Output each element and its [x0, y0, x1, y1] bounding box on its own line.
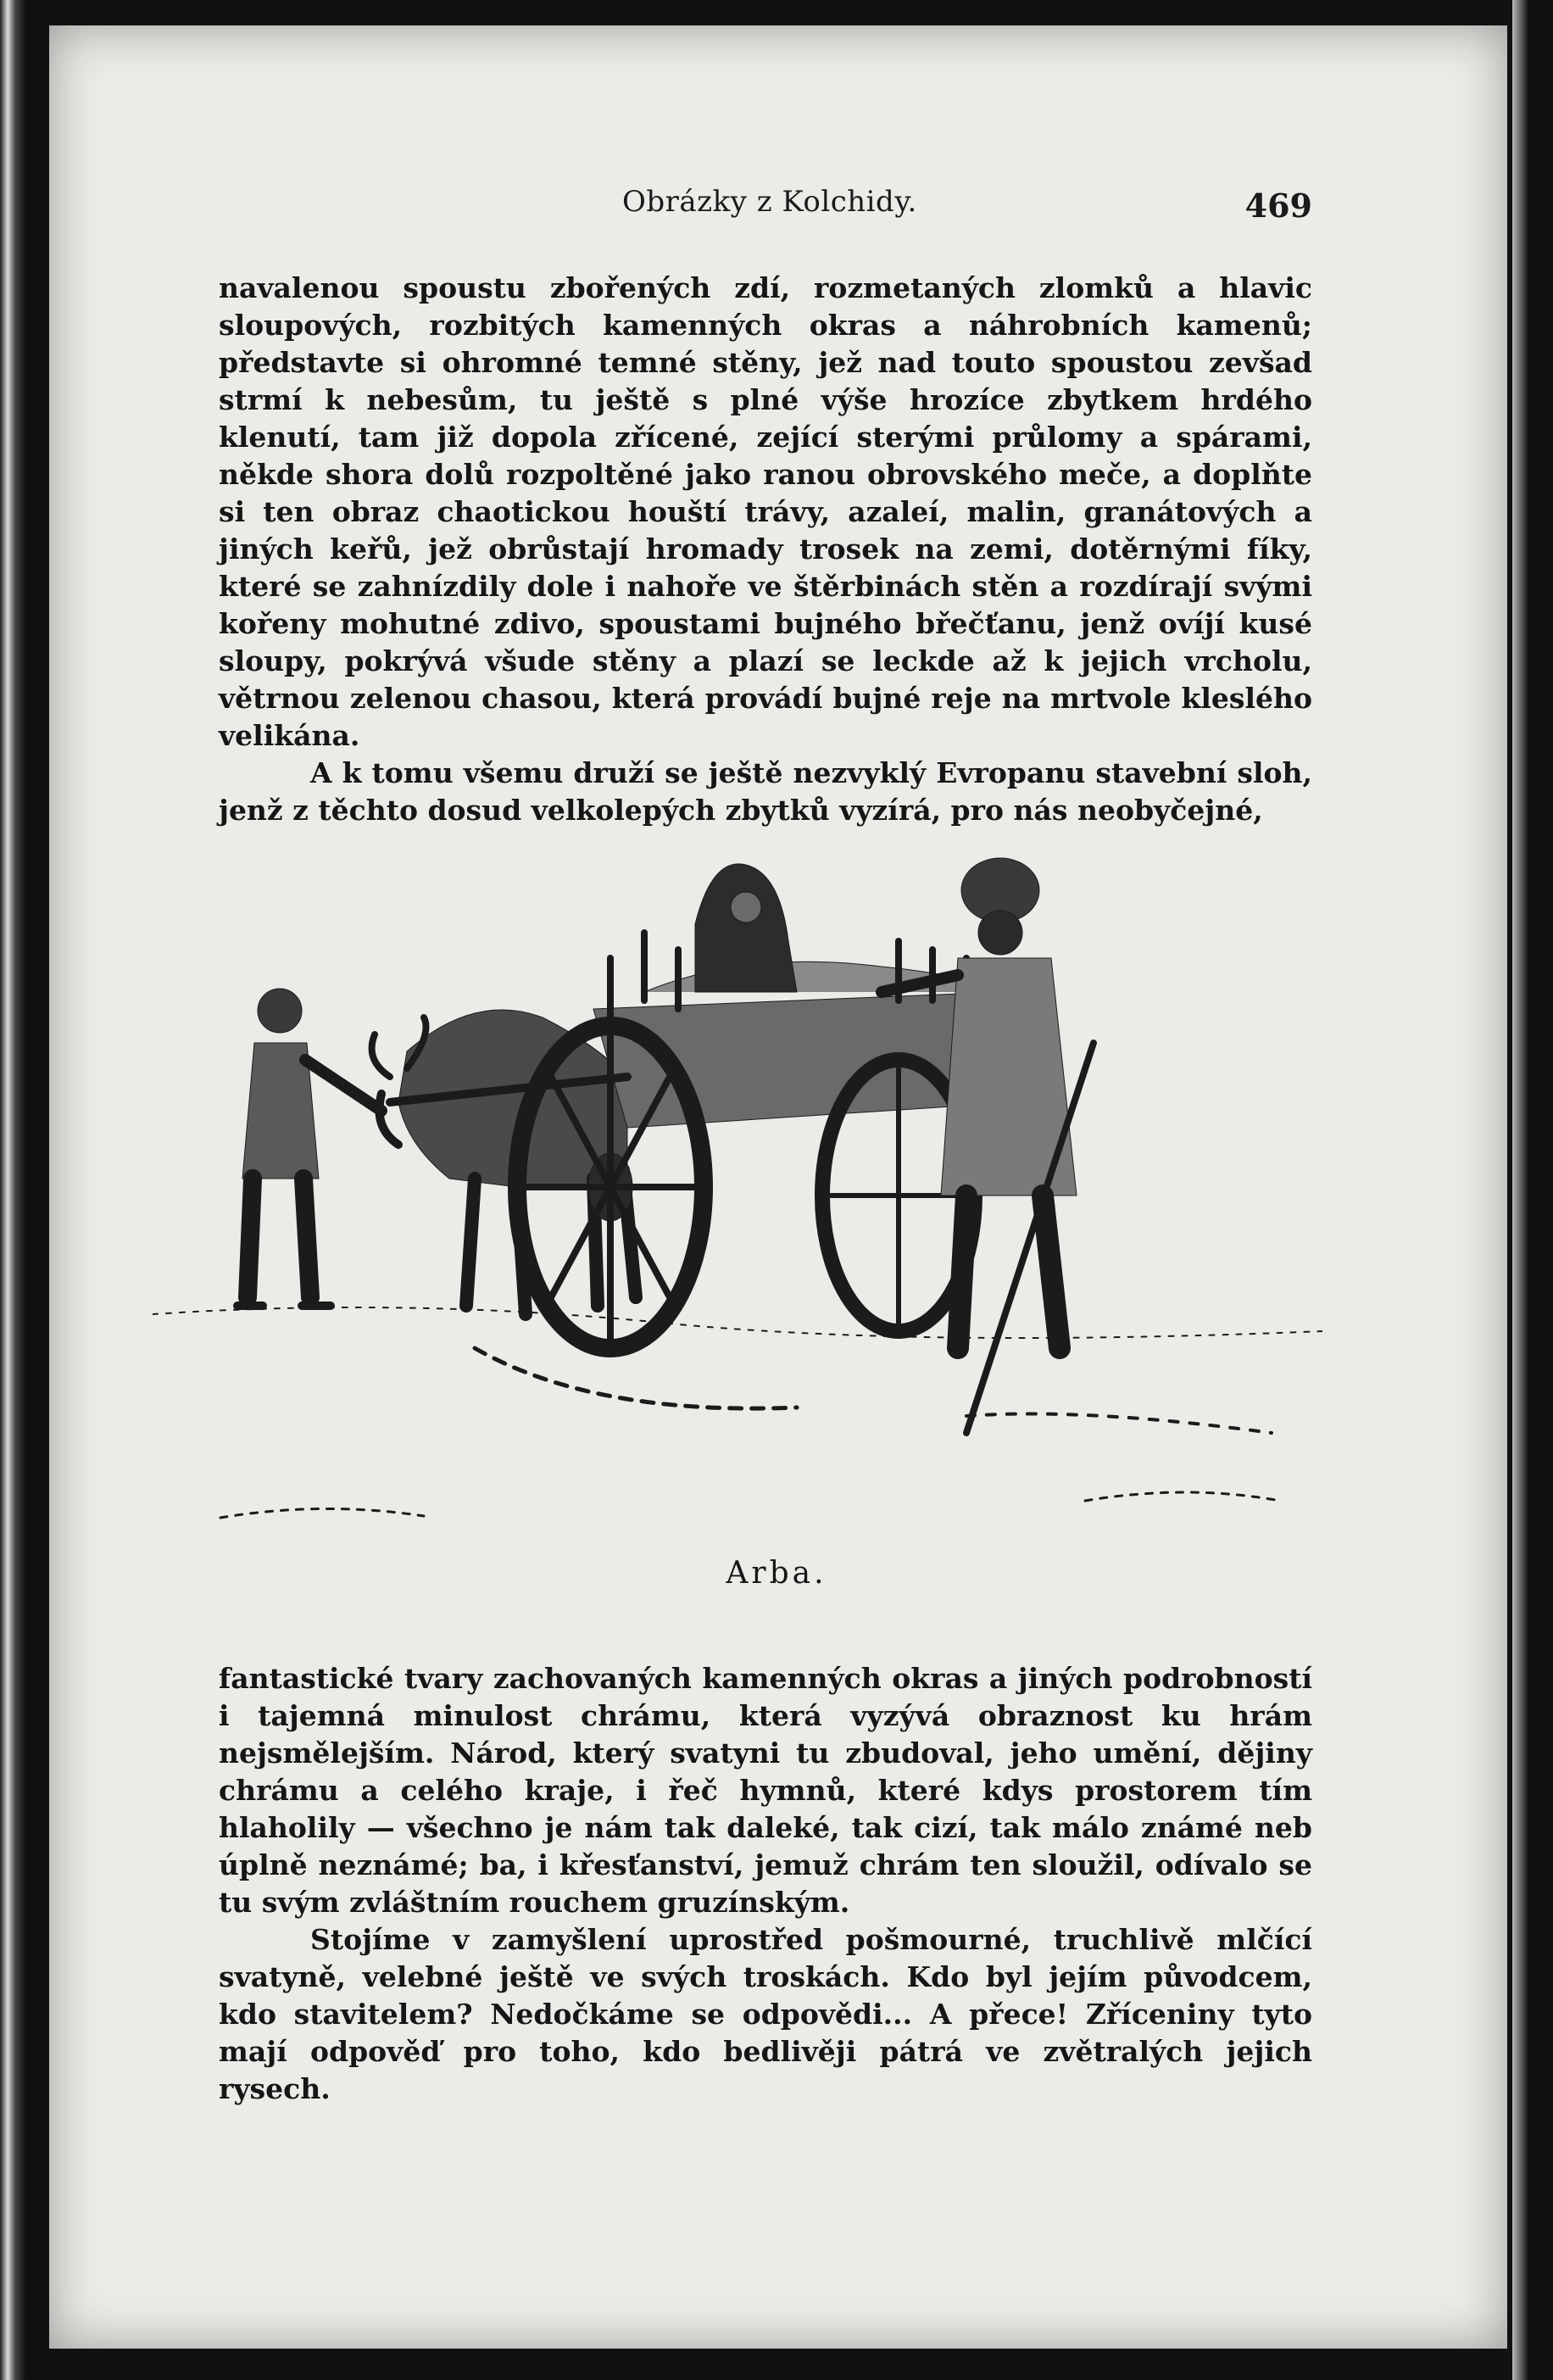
child-figure — [237, 989, 381, 1306]
text-block-bottom — [219, 1660, 1312, 2108]
text-block-top — [219, 270, 1312, 829]
cart-wheel-front — [517, 1026, 704, 1348]
scan-right-edge — [1512, 0, 1553, 2380]
paragraph: Stojíme v zamyšlení uprostřed pošmourné, truchlivě mlčící svatyně, velebné ještě ve svých troskách. Kdo byl jejím původcem, kdo stavitelem? Nedočkáme se odpovědi... A přece! Zříceniny tyto mají odpověď pro toho, kdo bedlivěji pátrá ve zvětralých jejich rysech. — [219, 1923, 1312, 2105]
arba-illustration — [153, 822, 1322, 1535]
paragraph: A k tomu všemu druží se ještě nezvyklý Evropanu stavební sloh, jenž z těchto dosud velkolepých zbytků vyzírá, pro nás neobyčejné, — [219, 756, 1312, 827]
page-header — [219, 185, 1312, 227]
paragraph-continuation: navalenou spoustu zbořených zdí, rozmetaných zlomků a hlavic sloupových, rozbitých kamenných okras a náhrobních kamenů; představte si ohromné temné stěny, jež nad touto spoustou zevšad strmí k nebesům, tu ještě s plné výše hrozíce zbytkem hrdého klenutí, tam již dopola zřícené, zející sterými průlomy a spárami, někde shora dolů rozpoltěné jako ranou obrovského meče, a doplňte si ten obraz chaotickou houští trávy, azaleí, malin, granátových a jiných keřů, jež obrůstají hromady trosek na zemi, dotěrnými fíky, které se zahnízdily dole i nahoře ve štěrbinách stěn a rozdírají svými kořeny mohutné zdivo, spoustami bujného břečťanu, jenž ovíjí kusé sloupy, pokrývá všude stěny a plazí se leckde až k jejich vrcholu, větrnou zelenou chasou, která provádí bujné reje na mrtvole kleslého velikána. — [219, 271, 1312, 752]
paragraph-continuation: fantastické tvary zachovaných kamenných okras a jiných podrobností i tajemná minulost chrámu, která vyzývá obraznost ku hrám nejsmělejším. Národ, který svatyni tu zbudoval, jeho umění, dějiny chrámu a celého kraje, i řeč hymnů, které kdys prostorem tím hlaholily — všechno je nám tak daleké, tak cizí, tak málo známé neb úplně neznámé; ba, i křesťanství, jemuž chrám ten sloužil, odívalo se tu svým zvláštním rouchem gruzínským. — [219, 1662, 1312, 1919]
running-title: Obrázky z Kolchidy. — [622, 185, 917, 219]
seated-woman-figure — [695, 864, 797, 992]
standing-man-figure — [882, 858, 1094, 1433]
page-number: 469 — [1244, 187, 1312, 225]
scan-left-edge — [0, 0, 25, 2380]
illustration-caption: Arba. — [726, 1556, 827, 1591]
